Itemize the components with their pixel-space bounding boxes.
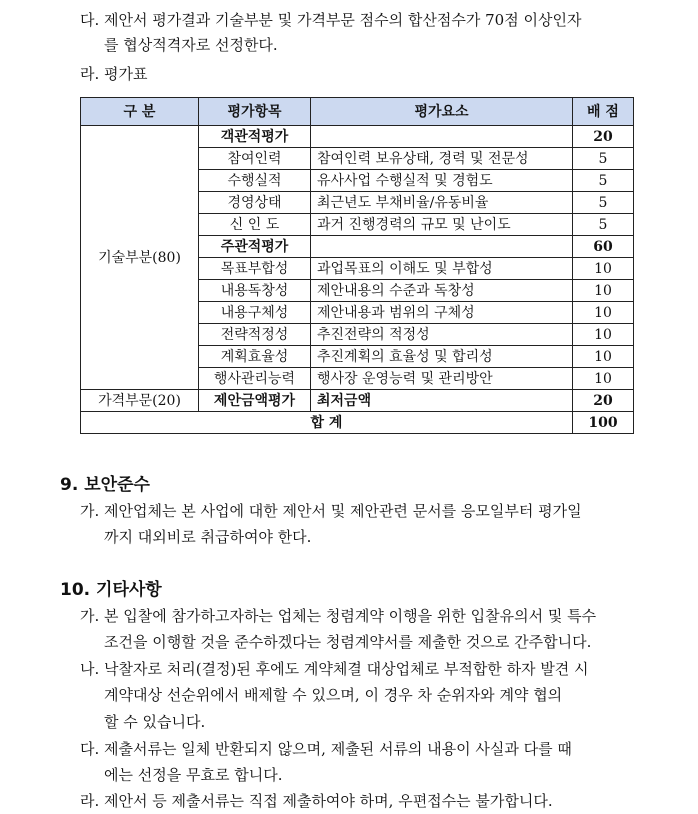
item-cell: 전략적정성	[199, 324, 311, 346]
header-division: 구 분	[81, 98, 199, 126]
score-cell: 10	[573, 368, 634, 390]
list-marker: 가.	[80, 607, 100, 625]
score-cell: 10	[573, 346, 634, 368]
element-cell: 행사장 운영능력 및 관리방안	[311, 368, 573, 390]
table-row	[81, 126, 634, 148]
paragraph-line: 를 협상적격자로 선정한다.	[104, 36, 278, 54]
element-cell: 최근년도 부채비율/유동비율	[311, 192, 573, 214]
paragraph-line: 제안서 평가결과 기술부분 및 가격부문 점수의 합산점수가 70점 이상인자	[104, 11, 582, 29]
total-score: 100	[573, 412, 634, 434]
item-cell: 제안금액평가	[199, 390, 311, 412]
paragraph-line: 까지 대외비로 취급하여야 한다.	[104, 528, 312, 546]
table-header-row	[81, 98, 634, 126]
item-cell: 내용독창성	[199, 280, 311, 302]
paragraph-line: 낙찰자로 처리(결정)된 후에도 계약체결 대상업체로 부적합한 하자 발견 시	[104, 660, 589, 678]
element-cell	[311, 236, 573, 258]
header-item: 평가항목	[199, 98, 311, 126]
score-cell: 5	[573, 214, 634, 236]
score-cell: 5	[573, 148, 634, 170]
paragraph-line: 본 입찰에 참가하고자하는 업체는 청렴계약 이행을 위한 입찰유의서 및 특수	[104, 607, 597, 625]
price-row	[81, 390, 634, 412]
score-cell: 10	[573, 280, 634, 302]
element-cell: 유사사업 수행실적 및 경험도	[311, 170, 573, 192]
header-element: 평가요소	[311, 98, 573, 126]
element-cell: 추진계획의 효율성 및 합리성	[311, 346, 573, 368]
element-cell: 참여인력 보유상태, 경력 및 전문성	[311, 148, 573, 170]
score-cell: 20	[573, 126, 634, 148]
element-cell: 제안내용과 범위의 구체성	[311, 302, 573, 324]
paragraph-line: 에는 선정을 무효로 합니다.	[104, 766, 283, 784]
section-10-heading: 10. 기타사항	[60, 580, 162, 600]
item-cell: 행사관리능력	[199, 368, 311, 390]
element-cell: 제안내용의 수준과 독창성	[311, 280, 573, 302]
paragraph-line: 조건을 이행할 것을 준수하겠다는 청렴계약서를 제출한 것으로 간주합니다.	[104, 633, 592, 651]
item-cell: 객관적평가	[199, 126, 311, 148]
list-marker: 라.	[80, 65, 100, 83]
score-cell: 60	[573, 236, 634, 258]
score-cell: 10	[573, 302, 634, 324]
list-marker: 다.	[80, 740, 100, 758]
list-marker: 가.	[80, 502, 100, 520]
element-cell: 추진전략의 적정성	[311, 324, 573, 346]
item-cell: 주관적평가	[199, 236, 311, 258]
element-cell: 과거 진행경력의 규모 및 난이도	[311, 214, 573, 236]
section-9-heading: 9. 보안준수	[60, 475, 150, 495]
item-cell: 내용구체성	[199, 302, 311, 324]
price-group-cell: 가격부문(20)	[81, 390, 199, 412]
list-marker: 라.	[80, 792, 100, 810]
tech-group-cell: 기술부분(80)	[81, 126, 199, 390]
paragraph-line: 제안서 등 제출서류는 직접 제출하여야 하며, 우편접수는 불가합니다.	[104, 792, 553, 810]
total-row	[81, 412, 634, 434]
score-cell: 5	[573, 192, 634, 214]
item-cell: 목표부합성	[199, 258, 311, 280]
paragraph-line: 제안업체는 본 사업에 대한 제안서 및 제안관련 문서를 응모일부터 평가일	[104, 502, 582, 520]
header-score: 배 점	[573, 98, 634, 126]
evaluation-table	[80, 97, 634, 434]
score-cell: 20	[573, 390, 634, 412]
score-cell: 5	[573, 170, 634, 192]
list-marker: 나.	[80, 660, 100, 678]
item-cell: 계획효율성	[199, 346, 311, 368]
item-cell: 신 인 도	[199, 214, 311, 236]
item-cell: 수행실적	[199, 170, 311, 192]
score-cell: 10	[573, 324, 634, 346]
score-cell: 10	[573, 258, 634, 280]
paragraph-line: 계약대상 선순위에서 배제할 수 있으며, 이 경우 차 순위자와 계약 협의	[104, 686, 563, 704]
element-cell: 최저금액	[311, 390, 573, 412]
list-marker: 다.	[80, 11, 100, 29]
total-label: 합 계	[81, 412, 573, 434]
item-cell: 참여인력	[199, 148, 311, 170]
table-caption: 평가표	[104, 65, 148, 83]
element-cell	[311, 126, 573, 148]
item-cell: 경영상태	[199, 192, 311, 214]
paragraph-line: 제출서류는 일체 반환되지 않으며, 제출된 서류의 내용이 사실과 다를 때	[104, 740, 572, 758]
element-cell: 과업목표의 이해도 및 부합성	[311, 258, 573, 280]
paragraph-line: 할 수 있습니다.	[104, 713, 206, 731]
